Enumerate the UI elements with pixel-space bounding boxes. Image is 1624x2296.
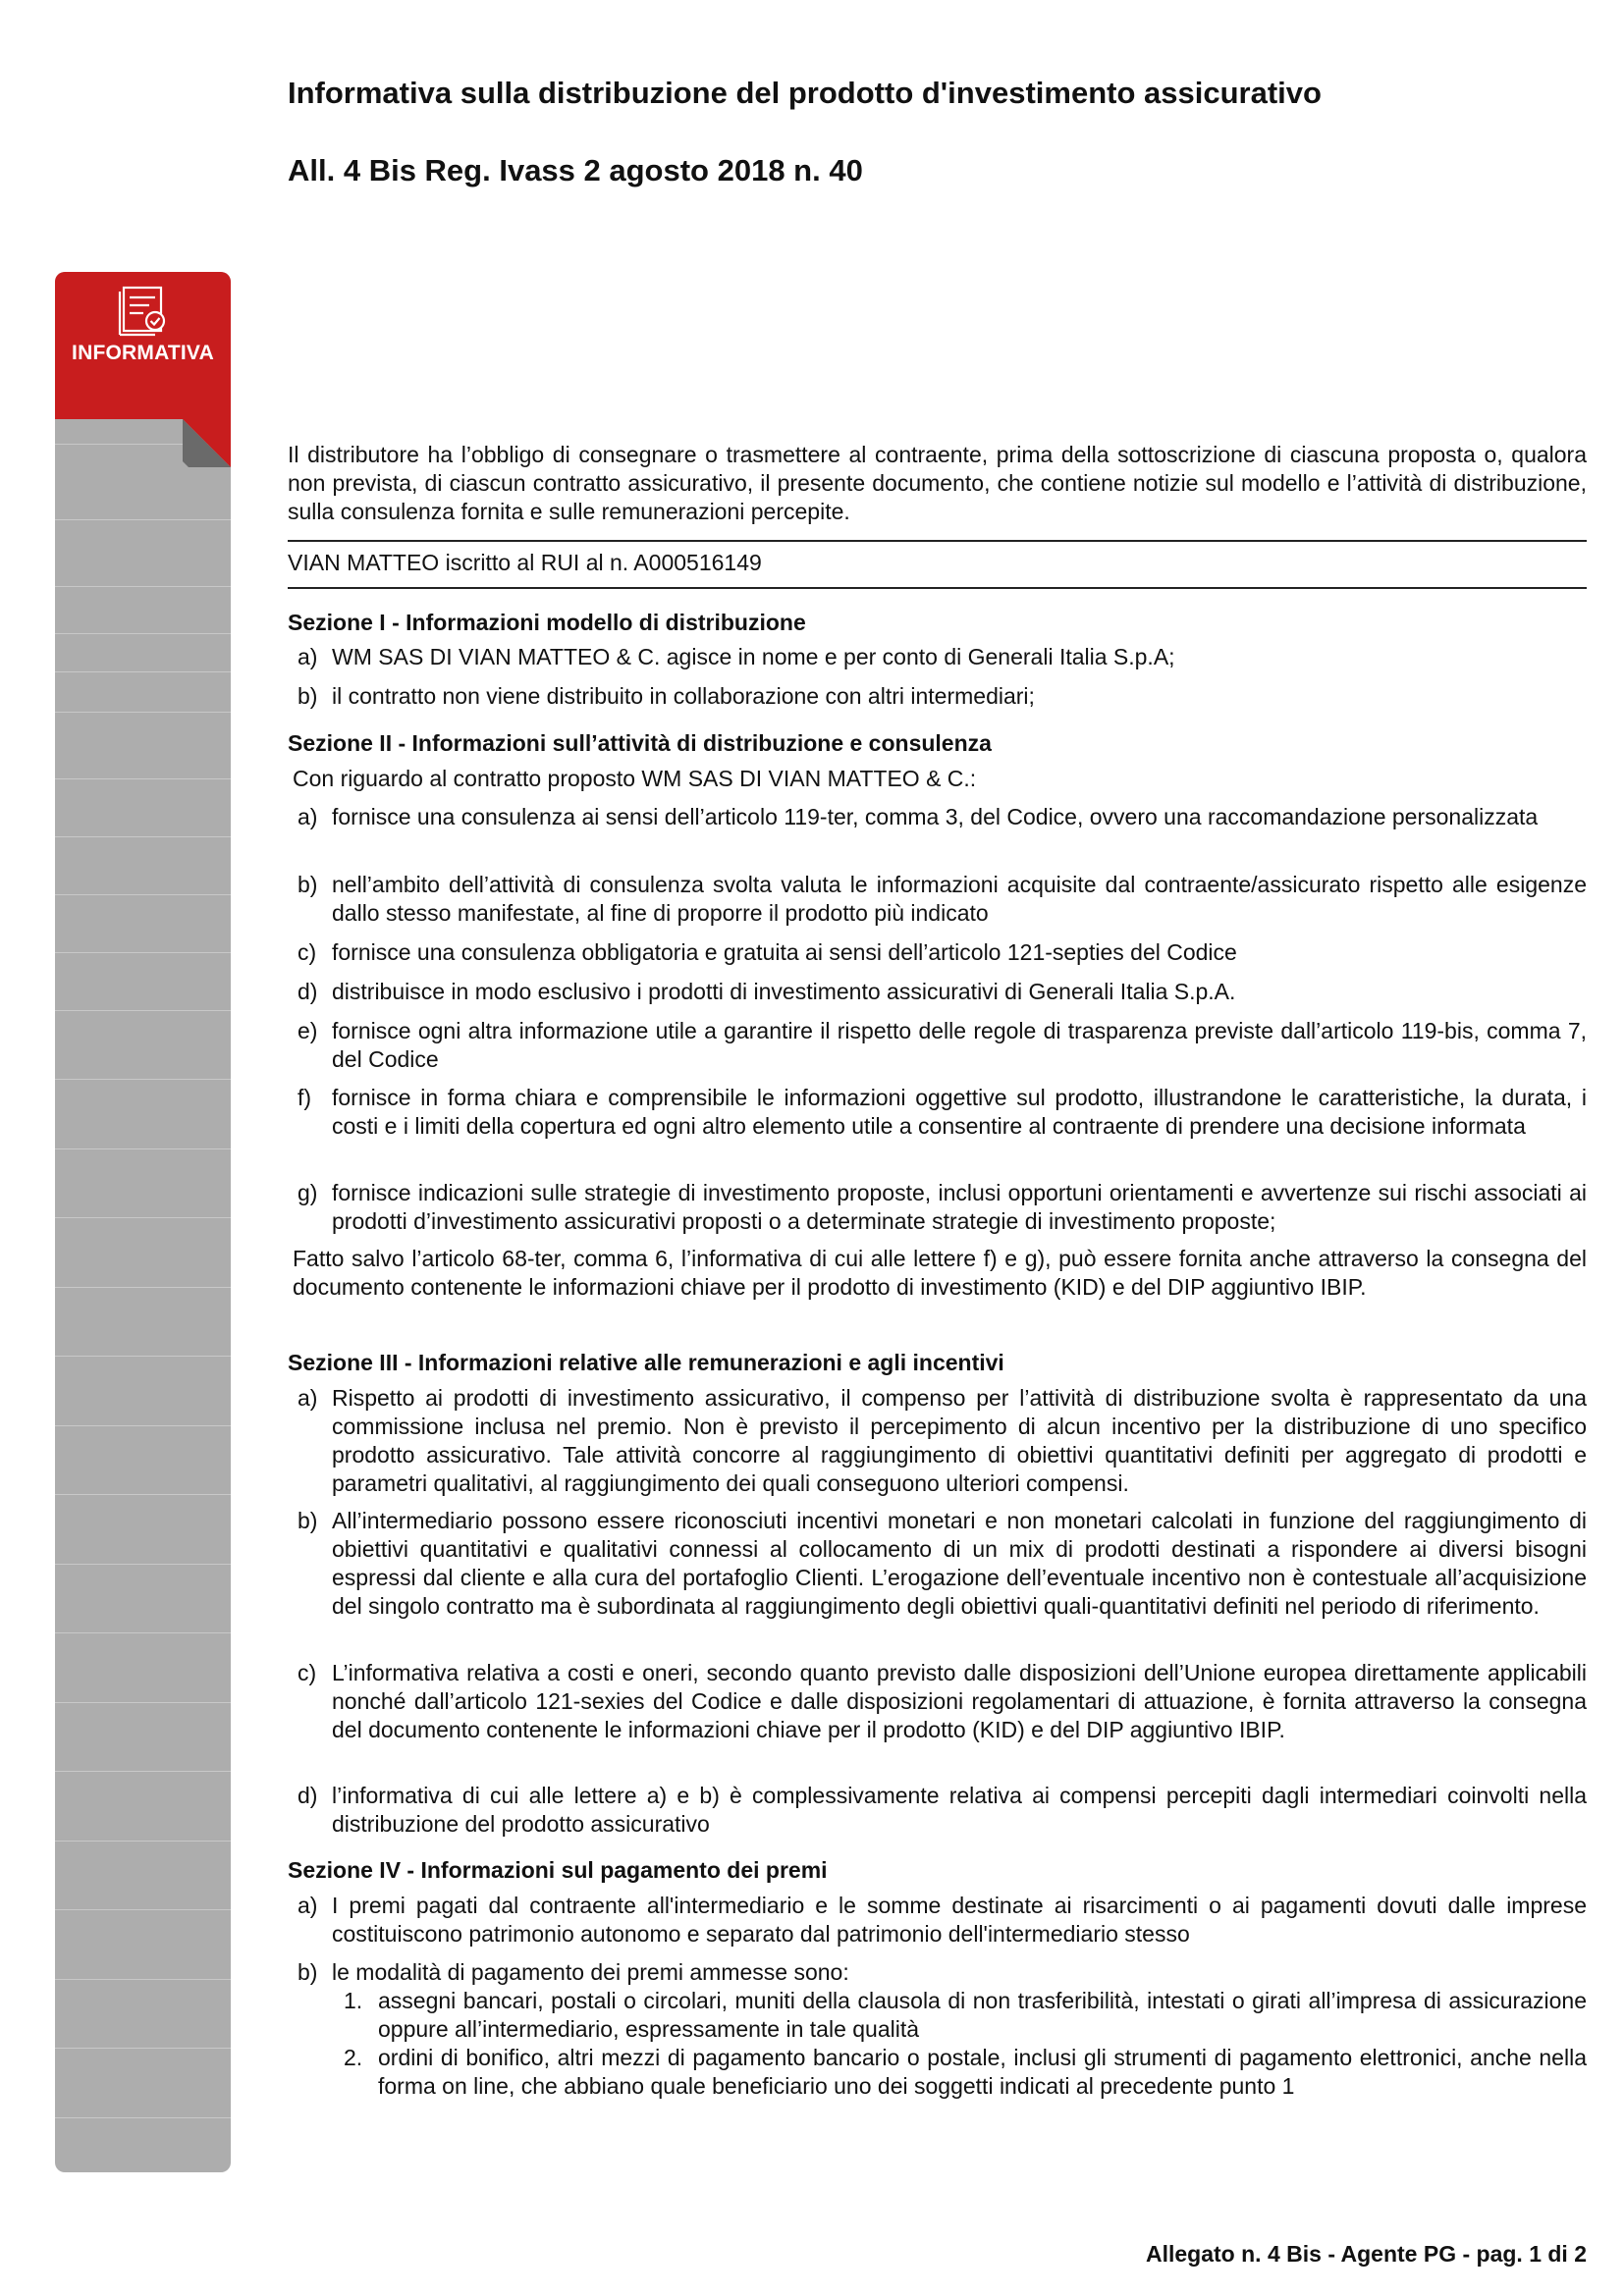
section-lead: Con riguardo al contratto proposto WM SAS DI VIAN MATTEO & C.: bbox=[293, 766, 977, 791]
section-heading: Sezione I - Informazioni modello di distribuzione bbox=[288, 610, 806, 635]
sub-list-item: 1. assegni bancari, postali o circolari, muniti della clausola di non trasferibilità, intestati o girati all’impresa di assicurazione oppure all’intermediario, espressamente in tale qualità bbox=[344, 1988, 1587, 2042]
list-item: b) le modalità di pagamento dei premi ammesse sono: bbox=[298, 1959, 849, 1985]
list-item: a) fornisce una consulenza ai sensi dell’articolo 119-ter, comma 3, del Codice, ovvero una raccomandazione personalizzata bbox=[298, 804, 1539, 829]
section-heading: Sezione IV - Informazioni sul pagamento dei premi bbox=[288, 1857, 828, 1883]
document-subtitle: All. 4 Bis Reg. Ivass 2 agosto 2018 n. 40 bbox=[288, 153, 863, 187]
intro-paragraph: Il distributore ha l’obbligo di consegnare o trasmettere al contraente, prima della sottoscrizione di ciascuna proposta o, qualora non prevista, di ciascun contratto assicurativo, il presente documento, che contiene notizie sul modello e l’attività di distribuzione, sulla consulenza fornita e sulle remunerazioni percepite. bbox=[288, 442, 1587, 524]
list-item: a) I premi pagati dal contraente all'intermediario e le somme destinate ai risarcimenti o ai pagamenti dovuti dalle imprese costituiscono patrimonio autonomo e separato dal patrimonio dell'intermediario stesso bbox=[298, 1893, 1587, 1947]
sub-list-item: 2. ordini di bonifico, altri mezzi di pagamento bancario o postale, inclusi gli strumenti di pagamento elettronici, anche nella forma on line, che abbiano quale beneficiario uno dei soggetti indicati al precedente punto 1 bbox=[344, 2045, 1587, 2099]
badge-fold-corner bbox=[183, 419, 231, 467]
list-item: b) nell’ambito dell’attività di consulenza svolta valuta le informazioni acquisite dal contraente/assicurato rispetto alle esigenze dallo stesso manifestate, al fine di proporre il prodotto più indicato bbox=[298, 872, 1587, 926]
list-item: a) Rispetto ai prodotti di investimento assicurativo, il compenso per l’attività di distribuzione svolta è rappresentato da una commissione inclusa nel premio. Non è previsto il percepimento di alcun incentivo per la distribuzione di uno specifico prodotto assicurativo. Tale attività concorre al raggiungimento di obiettivi quantitativi definiti per aggregato di prodotti e parametri qualitativi, al raggiungimento dei quali conseguono ulteriori compensi. bbox=[298, 1385, 1587, 1496]
list-item: b) All’intermediario possono essere riconosciuti incentivi monetari e non monetari calcolati in funzione del raggiungimento di obiettivi quantitativi e qualitativi connessi al collocamento di un mix di prodotti destinati a rispondere ai diversi bisogni espressi dal cliente e alla cura del portafoglio Clienti. L’erogazione dell’eventuale incentivo non è contestuale all’acquisizione del singolo contratto ma è subordinata al raggiungimento degli obiettivi quali-quantitativi definiti nel periodo di riferimento. bbox=[298, 1508, 1587, 1619]
list-item: d) distribuisce in modo esclusivo i prodotti di investimento assicurativi di Generali Italia S.p.A. bbox=[298, 979, 1236, 1004]
section-heading: Sezione III - Informazioni relative alle remunerazioni e agli incentivi bbox=[288, 1350, 1004, 1375]
section-heading: Sezione II - Informazioni sull’attività di distribuzione e consulenza bbox=[288, 730, 992, 756]
list-item: d) l’informativa di cui alle lettere a) e b) è complessivamente relativa ai compensi percepiti dagli intermediari coinvolti nella distribuzione del prodotto assicurativo bbox=[298, 1783, 1587, 1837]
divider-top bbox=[288, 540, 1587, 542]
document-check-icon bbox=[114, 286, 171, 337]
informativa-badge bbox=[55, 272, 231, 419]
divider-bottom bbox=[288, 587, 1587, 589]
badge-label: INFORMATIVA bbox=[72, 342, 214, 364]
list-item: a) WM SAS DI VIAN MATTEO & C. agisce in nome e per conto di Generali Italia S.p.A; bbox=[298, 644, 1175, 669]
list-item: e) fornisce ogni altra informazione utile a garantire il rispetto delle regole di trasparenza previste dall’articolo 119-bis, comma 7, del Codice bbox=[298, 1018, 1587, 1072]
section-closing: Fatto salvo l’articolo 68-ter, comma 6, l’informativa di cui alle lettere f) e g), può essere fornita anche attraverso la consegna del documento contenente le informazioni chiave per il prodotto di investimento (KID) e del DIP aggiuntivo IBIP. bbox=[293, 1246, 1587, 1300]
list-item: b) il contratto non viene distribuito in collaborazione con altri intermediari; bbox=[298, 683, 1035, 709]
document-title: Informativa sulla distribuzione del prodotto d'investimento assicurativo bbox=[288, 76, 1322, 110]
page-footer: Allegato n. 4 Bis - Agente PG - pag. 1 di 2 bbox=[1146, 2241, 1587, 2267]
list-item: c) fornisce una consulenza obbligatoria e gratuita ai sensi dell’articolo 121-septies del Codice bbox=[298, 939, 1237, 965]
list-item: f) fornisce in forma chiara e comprensibile le informazioni oggettive sul prodotto, illustrandone le caratteristiche, la durata, i costi e i limiti della copertura ed ogni altro elemento utile a consentire al contraente di prendere una decisione informata bbox=[298, 1085, 1587, 1139]
rui-registration: VIAN MATTEO iscritto al RUI al n. A000516149 bbox=[288, 550, 762, 575]
sidebar-bar bbox=[55, 272, 231, 2172]
list-item: g) fornisce indicazioni sulle strategie di investimento proposte, inclusi opportuni orientamenti e avvertenze sui rischi associati ai prodotti d’investimento assicurativi proposti o a determinate strategie di investimento proposte; bbox=[298, 1180, 1587, 1234]
list-item: c) L’informativa relativa a costi e oneri, secondo quanto previsto dalle disposizioni dell’Unione europea direttamente applicabili nonché dall’articolo 121-sexies del Codice e dalle disposizioni regolamentari di attuazione, è fornita attraverso la consegna del documento contenente le informazioni chiave per il prodotto (KID) e del DIP aggiuntivo IBIP. bbox=[298, 1660, 1587, 1742]
